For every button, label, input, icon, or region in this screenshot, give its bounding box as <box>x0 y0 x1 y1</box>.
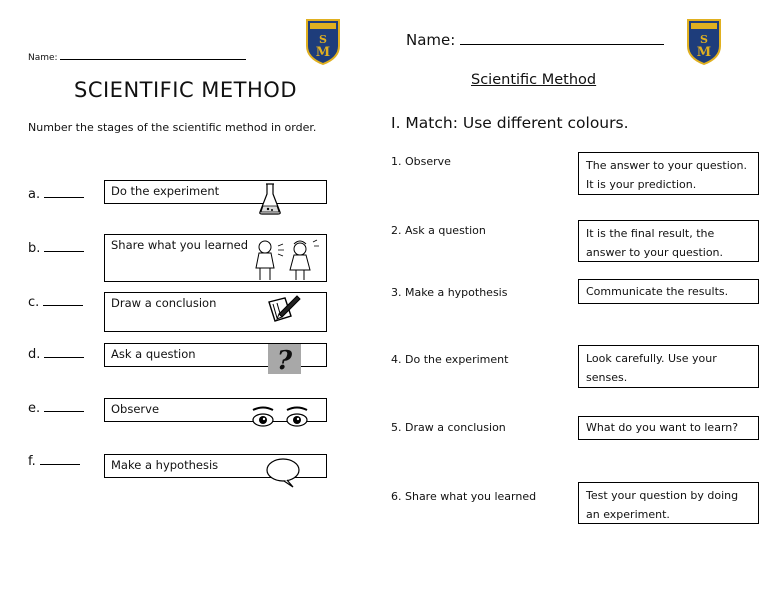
match-answer-box[interactable]: Communicate the results. <box>578 279 759 304</box>
answer-row-c[interactable] <box>28 295 83 310</box>
instruction-text: Number the stages of the scientific method in order. <box>28 121 317 134</box>
row-letter: c. <box>28 295 40 310</box>
eyes-icon <box>251 406 315 430</box>
stage-label: Observe <box>111 402 160 416</box>
match-step[interactable]: 5. Draw a conclusion <box>391 421 506 434</box>
row-letter: b. <box>28 241 41 256</box>
pencil-notebook-icon <box>265 294 301 324</box>
answer-row-f[interactable] <box>28 454 80 469</box>
svg-text:M: M <box>315 45 331 60</box>
answer-blank[interactable] <box>44 411 84 412</box>
match-step[interactable]: 6. Share what you learned <box>391 490 537 503</box>
name-label: Name: <box>406 31 456 49</box>
name-field-left[interactable] <box>28 53 246 63</box>
match-step[interactable]: 2. Ask a question <box>391 224 486 237</box>
match-answer-box[interactable]: The answer to your question. It is your prediction. <box>578 152 759 195</box>
stage-label: Ask a question <box>111 347 196 361</box>
answer-row-d[interactable] <box>28 347 84 362</box>
name-blank-line[interactable] <box>60 59 246 60</box>
match-answer-box[interactable]: What do you want to learn? <box>578 416 759 440</box>
stage-label: Make a hypothesis <box>111 458 219 472</box>
stage-label: Do the experiment <box>111 184 220 198</box>
worksheet-title: Scientific Method <box>471 72 597 88</box>
stage-box <box>104 180 327 204</box>
children-talking-icon <box>250 238 322 284</box>
answer-blank[interactable] <box>44 197 84 198</box>
row-letter: e. <box>28 401 41 416</box>
svg-text:?: ? <box>276 346 293 374</box>
name-label: Name: <box>28 53 58 63</box>
answer-row-a[interactable] <box>28 187 84 202</box>
match-answer-box[interactable]: It is the final result, the answer to your question. <box>578 220 759 262</box>
worksheet-title: SCIENTIFIC METHOD <box>74 78 298 102</box>
match-step[interactable]: 1. Observe <box>391 155 451 168</box>
match-step[interactable]: 4. Do the experiment <box>391 353 509 366</box>
answer-blank[interactable] <box>44 251 84 252</box>
question-mark-icon <box>268 344 301 374</box>
row-letter: a. <box>28 187 41 202</box>
answer-blank[interactable] <box>43 305 83 306</box>
match-answer-box[interactable]: Test your question by doing an experiment. <box>578 482 759 524</box>
match-step[interactable]: 3. Make a hypothesis <box>391 286 508 299</box>
flask-icon <box>257 182 283 216</box>
svg-text:M: M <box>696 45 712 60</box>
match-answer-box[interactable]: Look carefully. Use your senses. <box>578 345 759 388</box>
school-crest-logo <box>686 18 722 66</box>
school-crest-logo <box>305 18 341 66</box>
thought-bubble-icon <box>265 457 301 489</box>
row-letter: d. <box>28 347 41 362</box>
match-instruction: I. Match: Use different colours. <box>391 114 629 132</box>
answer-row-b[interactable] <box>28 241 84 256</box>
name-blank-line[interactable] <box>460 44 664 45</box>
answer-blank[interactable] <box>44 357 84 358</box>
answer-blank[interactable] <box>40 464 80 465</box>
stage-label: Draw a conclusion <box>111 296 217 310</box>
stage-label: Share what you learned <box>111 238 249 252</box>
svg-text:S: S <box>319 33 327 46</box>
svg-text:S: S <box>700 33 708 46</box>
row-letter: f. <box>28 454 36 469</box>
name-field-right[interactable] <box>406 31 664 49</box>
answer-row-e[interactable] <box>28 401 84 416</box>
